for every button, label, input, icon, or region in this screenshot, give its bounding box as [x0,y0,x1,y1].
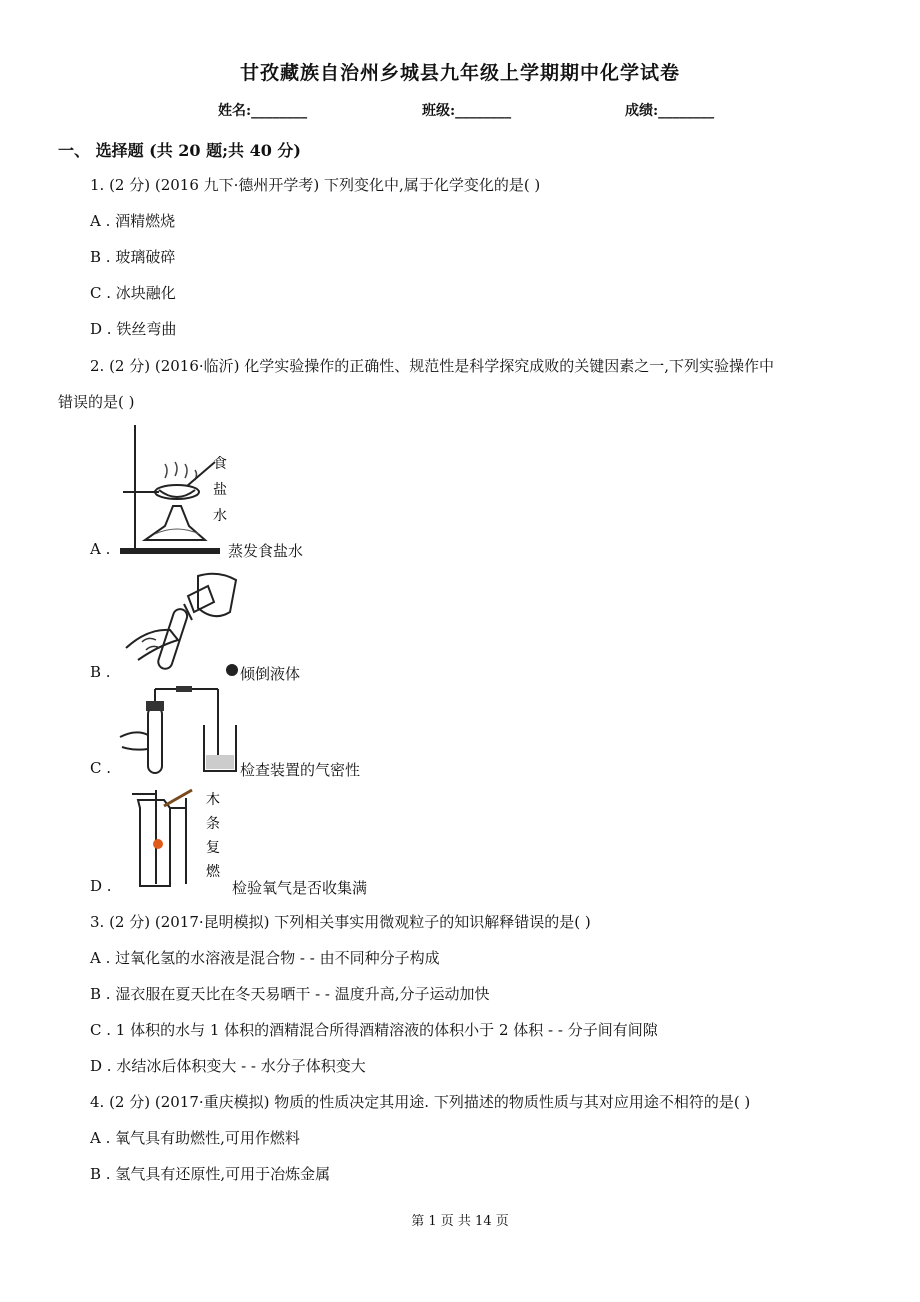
question-3-stem: 3. (2 分) (2017·昆明模拟) 下列相关事实用微观粒子的知识解释错误的是( ) [90,913,591,931]
question-4-option-b: B . 氢气具有还原性,可用于冶炼金属 [90,1165,331,1183]
score-field: 成绩:________ [625,103,715,119]
question-2-stem: 2. (2 分) (2016·临沂) 化学实验操作的正确性、规范性是科学探究成败的关键因素之一,下列实验操作中 [90,357,775,375]
question-3-option-b: B . 湿衣服在夏天比在冬天易晒干 - - 温度升高,分子运动加快 [90,985,490,1003]
question-2-stem-continued: 错误的是( ) [58,393,135,411]
airtightness-figure [118,685,240,780]
fig-text-d2: 条 [206,816,220,832]
question-2-option-b-letter: B . [90,663,111,681]
question-3-option-c: C . 1 体积的水与 1 体积的酒精混合所得酒精溶液的体积小于 2 体积 - - 分子间有间隙 [90,1021,658,1039]
class-field: 班级:________ [422,103,512,119]
fig-text-2: 盐 [213,482,227,498]
fig-text-d4: 燃 [206,864,220,880]
question-1-stem: 1. (2 分) (2016 九下·德州开学考) 下列变化中,属于化学变化的是( ) [90,176,541,194]
question-2-option-b-caption: 倾倒液体 [240,665,301,683]
question-2-option-a-letter: A . [90,540,111,558]
question-3-option-d: D . 水结冰后体积变大 - - 水分子体积变大 [90,1057,366,1075]
page-title: 甘孜藏族自治州乡城县九年级上学期期中化学试卷 [239,62,680,84]
name-field: 姓名:________ [218,103,308,119]
question-2-option-a-caption: 蒸发食盐水 [228,542,304,560]
question-2-option-c-letter: C . [90,759,112,777]
question-1-option-b: B . 玻璃破碎 [90,248,176,266]
question-2-option-d-caption: 检验氧气是否收集满 [232,879,368,897]
question-1-option-d: D . 铁丝弯曲 [90,320,177,338]
fig-text-3: 水 [213,508,227,524]
question-3-option-a: A . 过氧化氢的水溶液是混合物 - - 由不同种分子构成 [90,949,440,967]
question-4-stem: 4. (2 分) (2017·重庆模拟) 物质的性质决定其用途. 下列描述的物质性质与其对应用途不相符的是( ) [90,1093,751,1111]
question-2-option-d-letter: D . [90,877,112,895]
fig-text-1: 食 [213,456,227,472]
evaporation-figure [115,420,230,558]
section-heading: 一、 选择题 (共 20 题;共 40 分) [58,141,302,160]
fig-text-d3: 复 [206,840,220,856]
page-footer: 第 1 页 共 14 页 [411,1214,509,1229]
fig-text-d1: 木 [206,792,220,808]
pouring-liquid-figure [118,568,243,678]
oxygen-check-figure [130,788,232,893]
question-4-option-a: A . 氧气具有助燃性,可用作燃料 [90,1129,300,1147]
question-1-option-a: A . 酒精燃烧 [90,212,176,230]
question-2-option-c-caption: 检查装置的气密性 [240,761,361,779]
question-1-option-c: C . 冰块融化 [90,284,176,302]
